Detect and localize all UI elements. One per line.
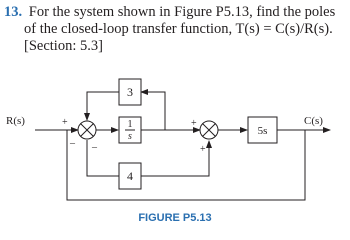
- integrator-denominator: s: [128, 131, 132, 142]
- wire-to-block-3: [141, 92, 165, 130]
- block-4-text: 4: [127, 169, 133, 183]
- sum2-plus-bottom-sign: +: [200, 144, 206, 155]
- problem-number: 13.: [4, 4, 23, 20]
- output-label: C(s): [304, 115, 323, 127]
- sum2-plus-top-sign: +: [191, 118, 197, 129]
- block-3-text: 3: [127, 85, 133, 99]
- wire-block-4-to-sum2: [141, 141, 209, 176]
- block-plant-text: 5s: [257, 125, 268, 137]
- sum1-minus-bottom-sign: –: [92, 142, 97, 153]
- integrator-numerator: 1: [127, 119, 133, 130]
- problem-line-2: of the closed-loop transfer function, T(s) = C(s)/R(s).: [24, 21, 333, 37]
- problem-line-3: [Section: 5.3]: [24, 38, 103, 54]
- problem-text-1: For the system shown in Figure P5.13, find the poles: [28, 4, 336, 20]
- figure-caption: FIGURE P5.13: [138, 212, 212, 224]
- sum1-minus-left-sign: –: [70, 138, 75, 149]
- sum1-plus-sign: +: [62, 117, 68, 128]
- input-label: R(s): [6, 115, 25, 127]
- wire-block-3-to-sum1: [87, 92, 119, 120]
